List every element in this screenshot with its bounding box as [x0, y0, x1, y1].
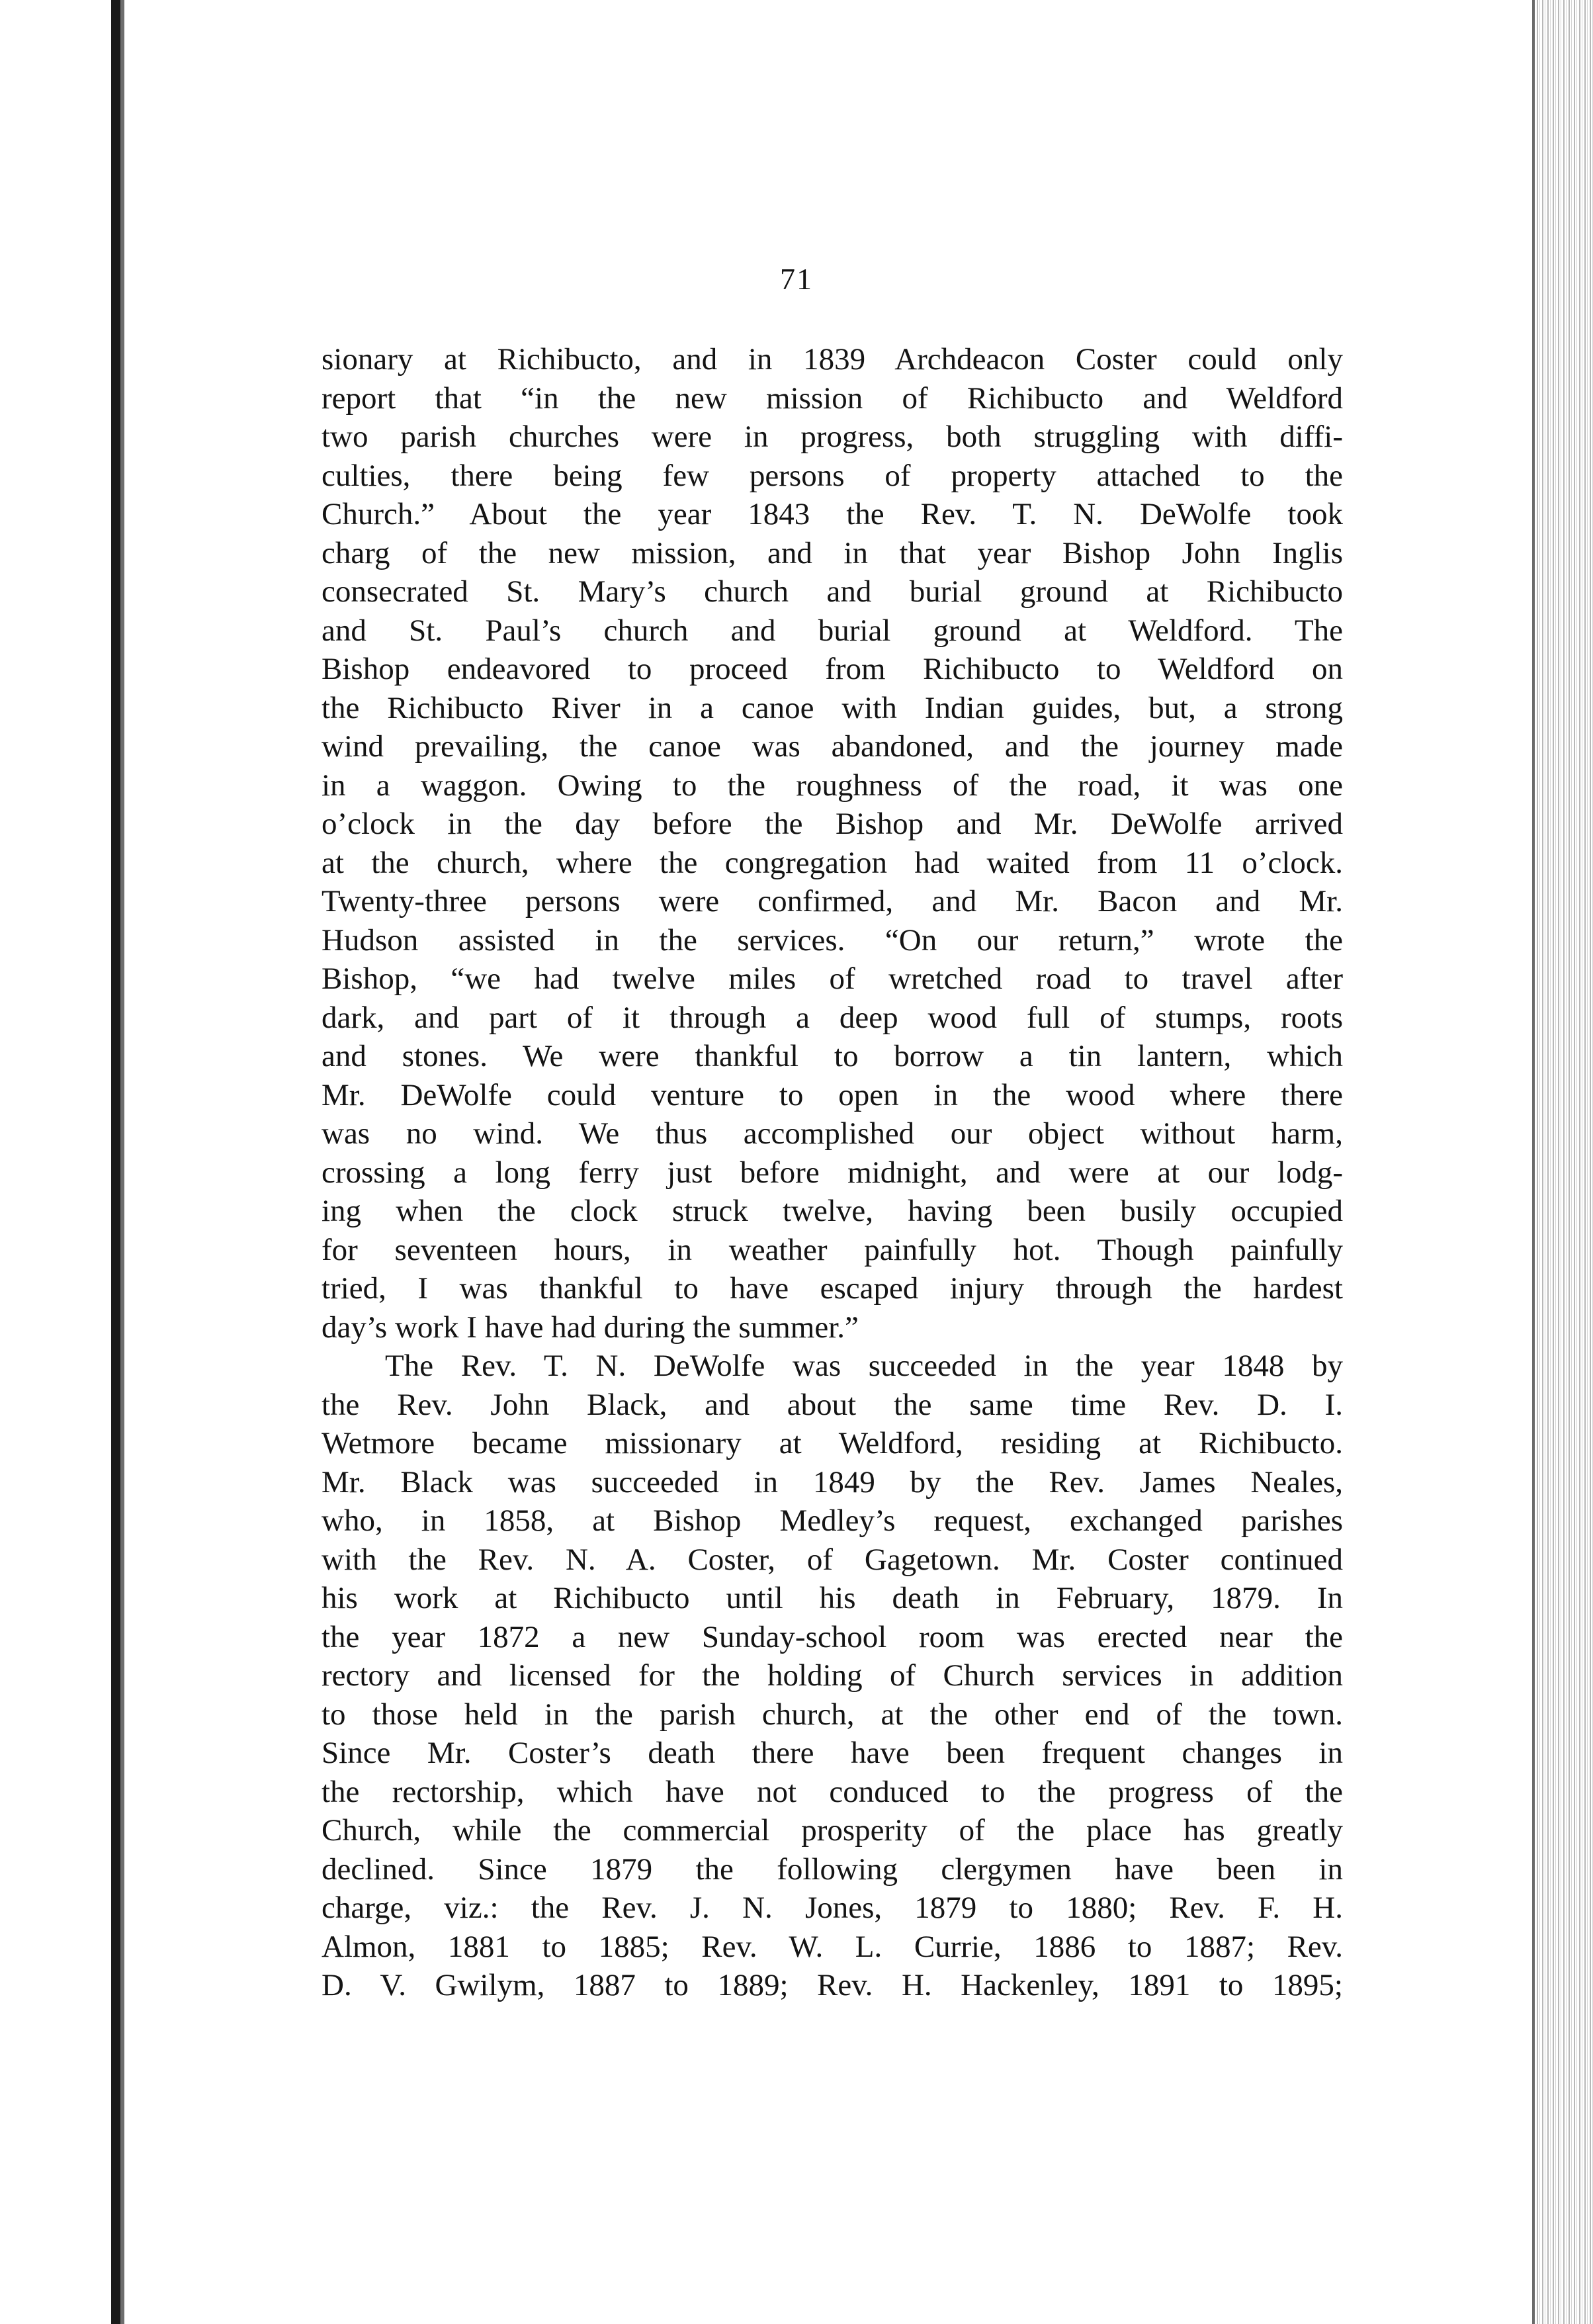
text-line: charg of the new mission, and in that year Bishop John Inglis: [322, 535, 1343, 570]
book-binding-edge: [111, 0, 120, 2324]
text-line: rectory and licensed for the holding of Church services in addition: [322, 1658, 1343, 1693]
text-line: o’clock in the day before the Bishop and Mr. DeWolfe arrived: [322, 807, 1343, 841]
text-line: charge, viz.: the Rev. J. N. Jones, 1879 to 1880; Rev. F. H.: [322, 1891, 1343, 1925]
text-line: for seventeen hours, in weather painfully hot. Though painfully: [322, 1232, 1343, 1267]
text-line: and stones. We were thankful to borrow a tin lantern, which: [322, 1039, 1343, 1073]
text-line: the Richibucto River in a canoe with Indian guides, but, a strong: [322, 690, 1343, 725]
text-line: Bishop, “we had twelve miles of wretched road to travel after: [322, 961, 1343, 996]
page-number: 71: [780, 262, 813, 296]
text-line: day’s work I have had during the summer.”: [322, 1310, 859, 1345]
text-line: consecrated St. Mary’s church and burial ground at Richibucto: [322, 574, 1343, 609]
paragraph-start-line: The Rev. T. N. DeWolfe was succeeded in the year 1848 by: [385, 1349, 1343, 1383]
text-line: the Rev. John Black, and about the same time Rev. D. I.: [322, 1387, 1343, 1422]
text-line: Almon, 1881 to 1885; Rev. W. L. Currie, 1886 to 1887; Rev.: [322, 1929, 1343, 1964]
text-line: who, in 1858, at Bishop Medley’s request, exchanged parishes: [322, 1503, 1343, 1538]
text-line: to those held in the parish church, at the other end of the town.: [322, 1697, 1343, 1732]
text-line: at the church, where the congregation had waited from 11 o’clock.: [322, 845, 1343, 880]
text-line: the year 1872 a new Sunday-school room was erected near the: [322, 1619, 1343, 1654]
text-line: sionary at Richibucto, and in 1839 Archdeacon Coster could only: [322, 342, 1343, 377]
text-line: culties, there being few persons of property attached to the: [322, 458, 1343, 493]
text-line: two parish churches were in progress, both struggling with diffi-: [322, 420, 1343, 454]
text-line: D. V. Gwilym, 1887 to 1889; Rev. H. Hackenley, 1891 to 1895;: [322, 1968, 1343, 2002]
text-line: the rectorship, which have not conduced to the progress of the: [322, 1774, 1343, 1809]
binding-shadow: [120, 0, 124, 2324]
text-line: with the Rev. N. A. Coster, of Gagetown. Mr. Coster continued: [322, 1542, 1343, 1577]
text-line: his work at Richibucto until his death in February, 1879. In: [322, 1581, 1343, 1615]
text-line: Wetmore became missionary at Weldford, residing at Richibucto.: [322, 1426, 1343, 1460]
text-line: was no wind. We thus accomplished our object without harm,: [322, 1116, 1343, 1151]
text-line: Church.” About the year 1843 the Rev. T. N. DeWolfe took: [322, 497, 1343, 531]
text-line: in a waggon. Owing to the roughness of the road, it was one: [322, 768, 1343, 803]
text-line: Mr. DeWolfe could venture to open in the wood where there: [322, 1077, 1343, 1112]
body-text: [322, 340, 1343, 2005]
text-line: tried, I was thankful to have escaped injury through the hardest: [322, 1271, 1343, 1306]
text-line: Mr. Black was succeeded in 1849 by the Rev. James Neales,: [322, 1464, 1343, 1499]
text-line: crossing a long ferry just before midnight, and were at our lodg-: [322, 1155, 1343, 1190]
stacked-page-edges: [1535, 0, 1593, 2324]
text-line: dark, and part of it through a deep wood full of stumps, roots: [322, 1000, 1343, 1035]
text-line: Church, while the commercial prosperity of the place has greatly: [322, 1813, 1343, 1848]
text-line: report that “in the new mission of Richibucto and Weldford: [322, 380, 1343, 416]
text-line: Bishop endeavored to proceed from Richibucto to Weldford on: [322, 652, 1343, 686]
text-line: and St. Paul’s church and burial ground at Weldford. The: [322, 613, 1343, 648]
text-line: Since Mr. Coster’s death there have been frequent changes in: [322, 1736, 1343, 1770]
text-line: declined. Since 1879 the following clergymen have been in: [322, 1852, 1343, 1887]
text-line: Twenty-three persons were confirmed, and Mr. Bacon and Mr.: [322, 884, 1343, 918]
text-line: Hudson assisted in the services. “On our return,” wrote the: [322, 922, 1343, 958]
text-line: wind prevailing, the canoe was abandoned, and the journey made: [322, 729, 1343, 764]
text-line: ing when the clock struck twelve, having been busily occupied: [322, 1194, 1343, 1228]
